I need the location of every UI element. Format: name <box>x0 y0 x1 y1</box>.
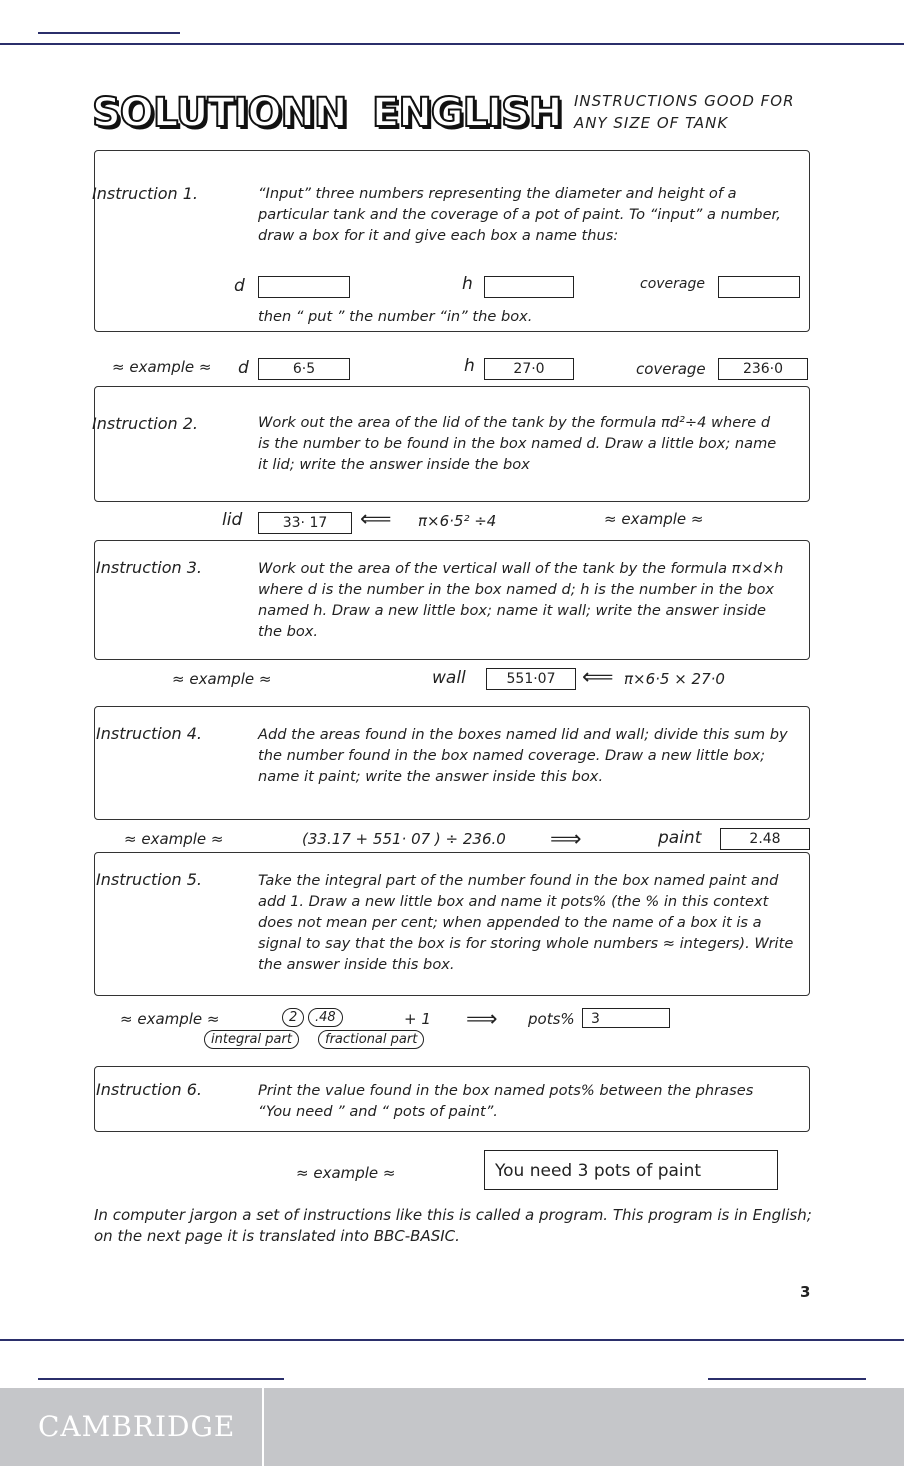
instruction-5-text: Take the integral part of the number found in the box named paint and add 1. Draw a new little box and name it pots% (the % in this context does not mean per cent; when appended to the name of a box it is a signal to say that the box is for storing whole numbers ≈ integers). Write the answer inside this box. <box>258 872 794 973</box>
i1-h-box <box>484 276 574 298</box>
example-6-label: ≈ example ≈ <box>296 1164 396 1182</box>
ex5-fractional-part-label: fractional part <box>318 1030 424 1049</box>
ex5-integral-part-label: integral part <box>204 1030 299 1049</box>
example-2-label: ≈ example ≈ <box>604 510 704 528</box>
instruction-1-label: Instruction 1. <box>92 184 198 203</box>
closing-paragraph: In computer jargon a set of instructions like this is called a program. This program is in English; on the next page it is translated into BBC-BASIC. <box>94 1206 812 1245</box>
i1-d-box <box>258 276 350 298</box>
ex3-wall-box: 551·07 <box>486 668 576 690</box>
example-4-label: ≈ example ≈ <box>124 830 224 848</box>
example-1-label: ≈ example ≈ <box>112 358 212 376</box>
ex1-coverage-label: coverage <box>636 360 706 378</box>
ex2-lid-label: lid <box>222 510 243 530</box>
ex2-formula: π×6·5² ÷4 <box>418 512 497 530</box>
instruction-1-text: “Input” three numbers representing the diameter and height of a particular tank and the coverage of a pot of paint. To “input” a number, draw a box for it and give each box a name thus: <box>258 185 781 244</box>
ex5-int-value: 2 <box>282 1008 304 1027</box>
ex1-coverage-box: 236·0 <box>718 358 808 380</box>
footer-right-rule <box>708 1378 866 1380</box>
ex5-plus: + 1 <box>404 1010 431 1028</box>
ex3-arrow-icon: ⟸ <box>582 665 614 690</box>
ex4-paint-box: 2.48 <box>720 828 810 850</box>
top-short-rule <box>38 32 180 34</box>
instruction-5-label: Instruction 5. <box>96 870 202 889</box>
ex4-formula: (33.17 + 551· 07 ) ÷ 236.0 <box>302 830 506 848</box>
ex5-pots-label: pots% <box>528 1010 575 1028</box>
title-word-solution: SOLUTION <box>92 90 314 136</box>
i1-coverage-box <box>718 276 800 298</box>
ex3-wall-label: wall <box>432 668 466 688</box>
ex1-h-box: 27·0 <box>484 358 574 380</box>
example-5-label: ≈ example ≈ <box>120 1010 220 1028</box>
footer-left-rule <box>38 1378 284 1380</box>
ex1-d-label: d <box>238 358 249 378</box>
i1-then-text: then “ put ” the number “in” the box. <box>258 308 533 325</box>
ex3-formula: π×6·5 × 27·0 <box>624 670 725 688</box>
instruction-4-text: Add the areas found in the boxes named lid and wall; divide this sum by the number found in the box named coverage. Draw a new little box; name it paint; write the answer inside this box. <box>258 726 788 785</box>
instruction-6-label: Instruction 6. <box>96 1080 202 1099</box>
instruction-3-text: Work out the area of the vertical wall of the tank by the formula π×d×h where d is the number in the box named d; h is the number in the box named h. Draw a new little box; name it wall; write the answer inside the box. <box>258 560 784 640</box>
ex4-arrow-icon: ⟹ <box>550 827 582 852</box>
top-rule <box>0 43 904 45</box>
i1-h-label: h <box>462 274 473 294</box>
ex5-pots-box: 3 <box>582 1008 670 1028</box>
footer-separator <box>262 1388 264 1466</box>
ex2-arrow-icon: ⟸ <box>360 507 392 532</box>
ex6-output-box: You need 3 pots of paint <box>484 1150 778 1190</box>
cambridge-logo: CAMBRIDGE <box>38 1410 236 1443</box>
ex4-paint-label: paint <box>658 828 702 848</box>
ex2-lid-box: 33· 17 <box>258 512 352 534</box>
ex5-frac-value: .48 <box>308 1008 343 1027</box>
title-word-english: ENGLISH <box>372 90 562 136</box>
title-note-line1: INSTRUCTIONS GOOD FOR <box>574 92 795 110</box>
i1-d-label: d <box>234 276 245 296</box>
ex1-d-box: 6·5 <box>258 358 350 380</box>
ex1-h-label: h <box>464 356 475 376</box>
instruction-4-label: Instruction 4. <box>96 724 202 743</box>
example-3-label: ≈ example ≈ <box>172 670 272 688</box>
title-note-line2: ANY SIZE OF TANK <box>574 114 729 132</box>
title-note <box>574 90 795 134</box>
ex5-arrow-icon: ⟹ <box>466 1007 498 1032</box>
footer-bar <box>0 1388 904 1466</box>
bottom-rule <box>0 1339 904 1341</box>
instruction-6-text: Print the value found in the box named pots% between the phrases “You need ” and “ pots of paint”. <box>258 1082 754 1120</box>
instruction-2-text: Work out the area of the lid of the tank by the formula πd²÷4 where d is the number to be found in the box named d. Draw a little box; name it lid; write the answer inside the box <box>258 414 777 473</box>
i1-coverage-label: coverage <box>640 276 705 292</box>
title-word-in: IN <box>300 90 347 136</box>
instruction-2-label: Instruction 2. <box>92 414 198 433</box>
page-number: 3 <box>800 1283 811 1301</box>
instruction-3-label: Instruction 3. <box>96 558 202 577</box>
